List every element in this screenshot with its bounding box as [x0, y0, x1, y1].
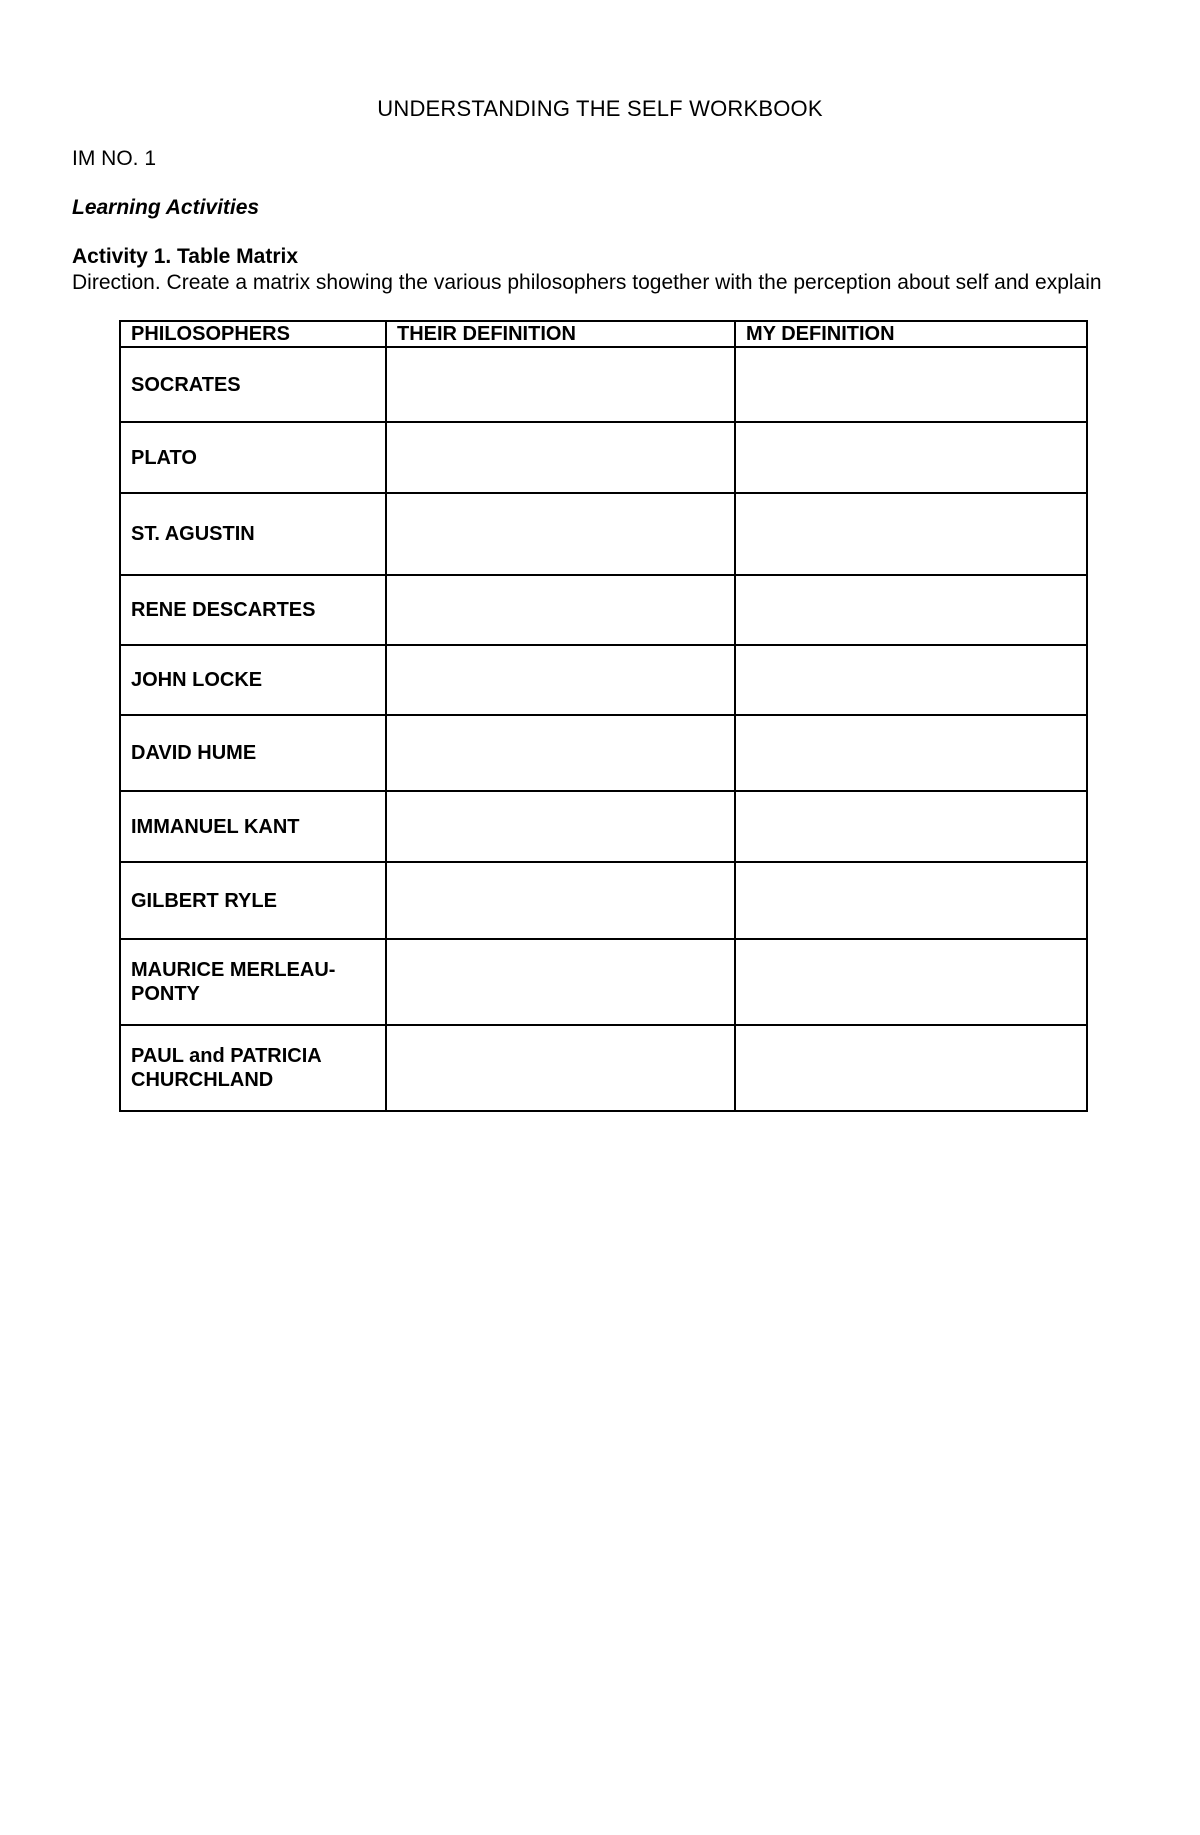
philosopher-cell: GILBERT RYLE: [120, 862, 386, 939]
my-definition-cell[interactable]: [735, 422, 1087, 493]
my-definition-cell[interactable]: [735, 1025, 1087, 1111]
their-definition-cell[interactable]: [386, 791, 735, 862]
im-number: IM NO. 1: [72, 147, 157, 170]
table-row: [120, 645, 1087, 715]
my-definition-cell[interactable]: [735, 347, 1087, 422]
philosopher-cell: SOCRATES: [120, 347, 386, 422]
table-row: [120, 862, 1087, 939]
their-definition-cell[interactable]: [386, 939, 735, 1025]
table-row: [120, 791, 1087, 862]
my-definition-cell[interactable]: [735, 791, 1087, 862]
my-definition-cell[interactable]: [735, 575, 1087, 645]
table-row: [120, 347, 1087, 422]
their-definition-cell[interactable]: [386, 422, 735, 493]
their-definition-cell[interactable]: [386, 715, 735, 791]
philosopher-cell: JOHN LOCKE: [120, 645, 386, 715]
header-their-definition: THEIR DEFINITION: [386, 321, 735, 347]
table-row: [120, 1025, 1087, 1111]
their-definition-cell[interactable]: [386, 645, 735, 715]
table-row: [120, 715, 1087, 791]
table-row: [120, 939, 1087, 1025]
philosopher-cell: PLATO: [120, 422, 386, 493]
section-heading: Learning Activities: [72, 196, 260, 219]
table-row: [120, 493, 1087, 575]
document-title: UNDERSTANDING THE SELF WORKBOOK: [377, 96, 823, 121]
header-philosophers: PHILOSOPHERS: [120, 321, 386, 347]
philosopher-cell: IMMANUEL KANT: [120, 791, 386, 862]
their-definition-cell[interactable]: [386, 1025, 735, 1111]
philosopher-cell: MAURICE MERLEAU-PONTY: [120, 939, 386, 1025]
philosopher-cell: PAUL and PATRICIA CHURCHLAND: [120, 1025, 386, 1111]
their-definition-cell[interactable]: [386, 862, 735, 939]
header-my-definition: MY DEFINITION: [735, 321, 1087, 347]
philosophers-matrix-table: [119, 320, 1088, 1112]
table-row: [120, 575, 1087, 645]
philosopher-cell: RENE DESCARTES: [120, 575, 386, 645]
philosopher-cell: DAVID HUME: [120, 715, 386, 791]
table-header-row: [120, 321, 1087, 347]
their-definition-cell[interactable]: [386, 493, 735, 575]
their-definition-cell[interactable]: [386, 347, 735, 422]
my-definition-cell[interactable]: [735, 493, 1087, 575]
philosopher-cell: ST. AGUSTIN: [120, 493, 386, 575]
activity-title: Activity 1. Table Matrix: [72, 245, 299, 268]
table-row: [120, 422, 1087, 493]
their-definition-cell[interactable]: [386, 575, 735, 645]
my-definition-cell[interactable]: [735, 645, 1087, 715]
direction-text: Direction. Create a matrix showing the various philosophers together with the perception about self and explain: [72, 271, 1102, 294]
my-definition-cell[interactable]: [735, 862, 1087, 939]
my-definition-cell[interactable]: [735, 939, 1087, 1025]
my-definition-cell[interactable]: [735, 715, 1087, 791]
